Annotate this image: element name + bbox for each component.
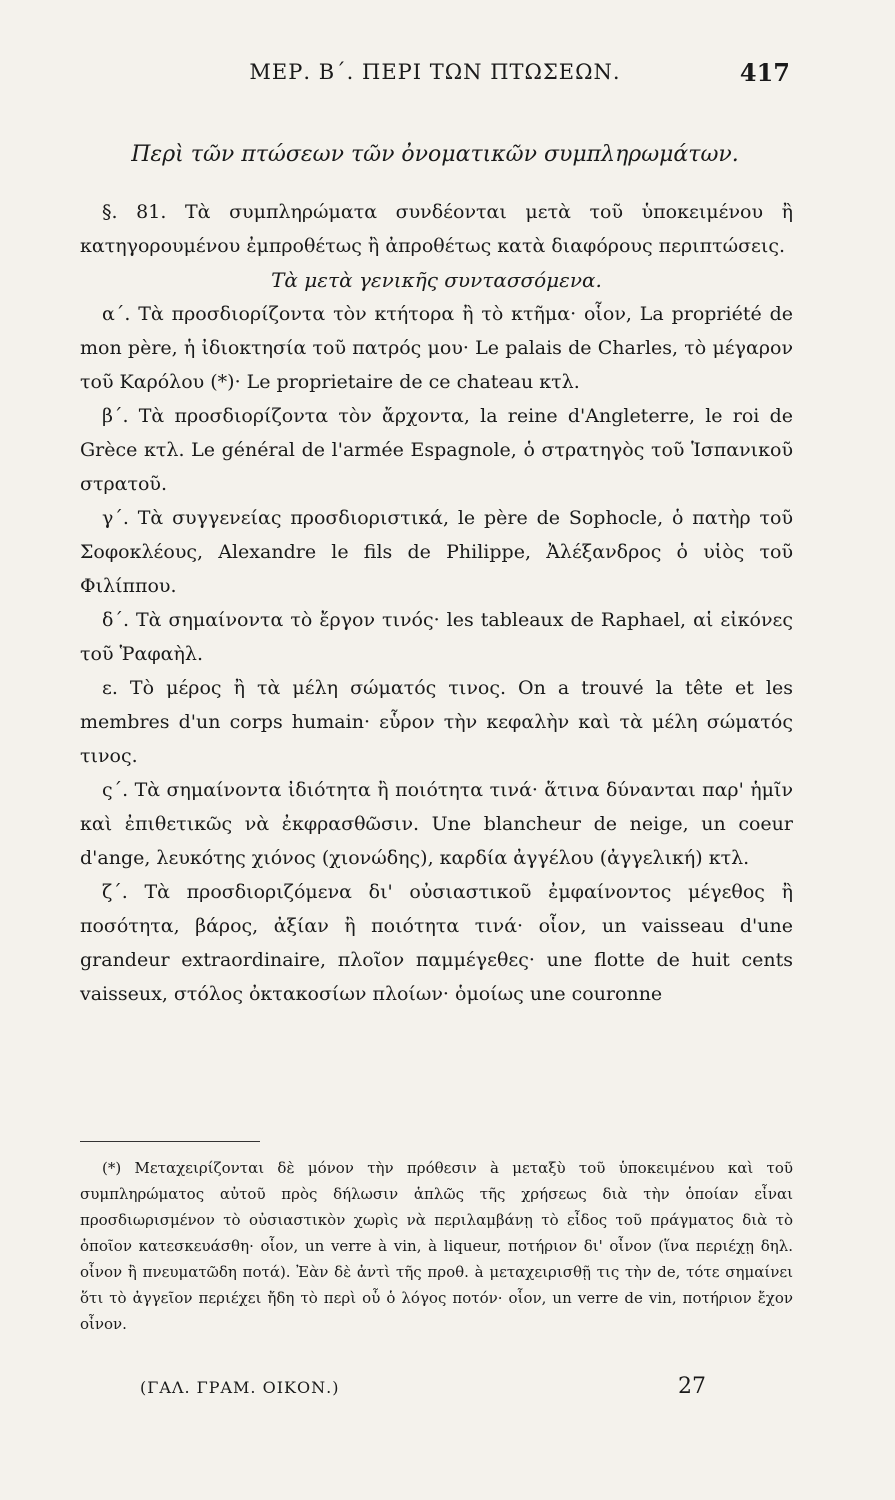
body-text [80,195,793,1011]
paragraph-81: §. 81. Τὰ συμπληρώματα συνδέονται μετὰ τοῦ ὑποκειμένου ἢ κατηγορουμένου ἐμπροθέτως ἢ ἀπροθέτως κατὰ διαφόρους περιπτώσεις. [80,201,793,257]
running-title: ΜΕΡ. Β΄. ΠΕΡΙ ΤΩΝ ΠΤΩΣΕΩΝ. [249,60,621,84]
footnotes [80,1155,793,1337]
page-number: 417 [739,58,790,87]
paragraph-delta: δ΄. Τὰ σημαίνοντα τὸ ἔργον τινός· les tableaux de Raphael, αἱ εἰκόνες τοῦ Ῥαφαὴλ. [80,609,793,665]
paragraph-stigma: ς΄. Τὰ σημαίνοντα ἰδιότητα ἢ ποιότητα τινά· ἅτινα δύνανται παρ' ἡμῖν καὶ ἐπιθετικῶς νὰ ἐκφρασθῶσιν. Une blancheur de neige, un coeur d'ange, λευκότης χιόνος (χιονώδης), καρδία ἀγγέλου (ἀγγελική) κτλ. [80,779,793,869]
paragraph-epsilon: ε. Τὸ μέρος ἢ τὰ μέλη σώματός τινος. On a trouvé la tête et les membres d'un corps humain· εὗρον τὴν κεφαλὴν καὶ τὰ μέλη σώματός τινος. [80,677,793,767]
footnote: (*) Μεταχειρίζονται δὲ μόνον τὴν πρόθεσιν à μεταξὺ τοῦ ὑποκειμένου καὶ τοῦ συμπληρώματος αὐτοῦ πρὸς δήλωσιν ἁπλῶς τῆς χρήσεως διὰ τὴν ὁποίαν εἶναι προσδιωρισμένον τὸ οὐσιαστικὸν χωρὶς νὰ περιλαμβάνῃ τὸ εἶδος τοῦ πράγματος διὰ τὸ ὁποῖον κατεσκευάσθη· οἷον, un verre à vin, à liqueur, ποτήριον δι' οἶνον (ἵνα περιέχῃ δηλ. οἶνον ἢ πνευματῶδη ποτά). Ἐὰν δὲ ἀντὶ τῆς προθ. à μεταχειρισθῇ τις τὴν de, τότε σημαίνει ὅτι τὸ ἀγγεῖον περιέχει ἤδη τὸ περὶ οὗ ὁ λόγος ποτόν· οἷον, un verre de vin, ποτήριον ἔχον οἶνον. [80,1159,793,1333]
paragraph-alpha: α΄. Τὰ προσδιορίζοντα τὸν κτήτορα ἢ τὸ κτῆμα· οἷον, La propriété de mon père, ἡ ἰδιοκτησία τοῦ πατρός μου· Le palais de Charles, τὸ μέγαρον τοῦ Καρόλου (*)· Le proprietaire de ce chateau κτλ. [80,303,793,393]
section-title: Περὶ τῶν πτώσεων τῶν ὀνοματικῶν συμπληρωμάτων. [131,142,739,167]
footnote-rule [80,1141,260,1142]
running-header [80,60,790,90]
signature-mark: (ΓΑΛ. ΓΡΑΜ. ΟΙΚΟΝ.) [140,1378,340,1397]
paragraph-zeta: ζ΄. Τὰ προσδιοριζόμενα δι' οὐσιαστικοῦ ἐμφαίνοντος μέγεθος ἢ ποσότητα, βάρος, ἀξίαν ἢ ποιότητα τινά· οἷον, un vaisseau d'une grandeur extraordinaire, πλοῖον παμμέγεθες· une flotte de huit cents vaisseux, στόλος ὀκτακοσίων πλοίων· ὁμοίως une couronne [80,881,793,1005]
page-footer [80,1374,793,1408]
paragraph-beta: β΄. Τὰ προσδιορίζοντα τὸν ἄρχοντα, la reine d'Angleterre, le roi de Grèce κτλ. Le général de l'armée Espagnole, ὁ στρατηγὸς τοῦ Ἱσπανικοῦ στρατοῦ. [80,405,793,495]
sheet-number: 27 [678,1374,706,1399]
subheading: Τὰ μετὰ γενικῆς συντασσόμενα. [271,268,602,292]
paragraph-gamma: γ΄. Τὰ συγγενείας προσδιοριστικά, le père de Sophocle, ὁ πατὴρ τοῦ Σοφοκλέους, Alexandre le fils de Philippe, Ἀλέξανδρος ὁ υἱὸς τοῦ Φιλίππου. [80,507,793,597]
